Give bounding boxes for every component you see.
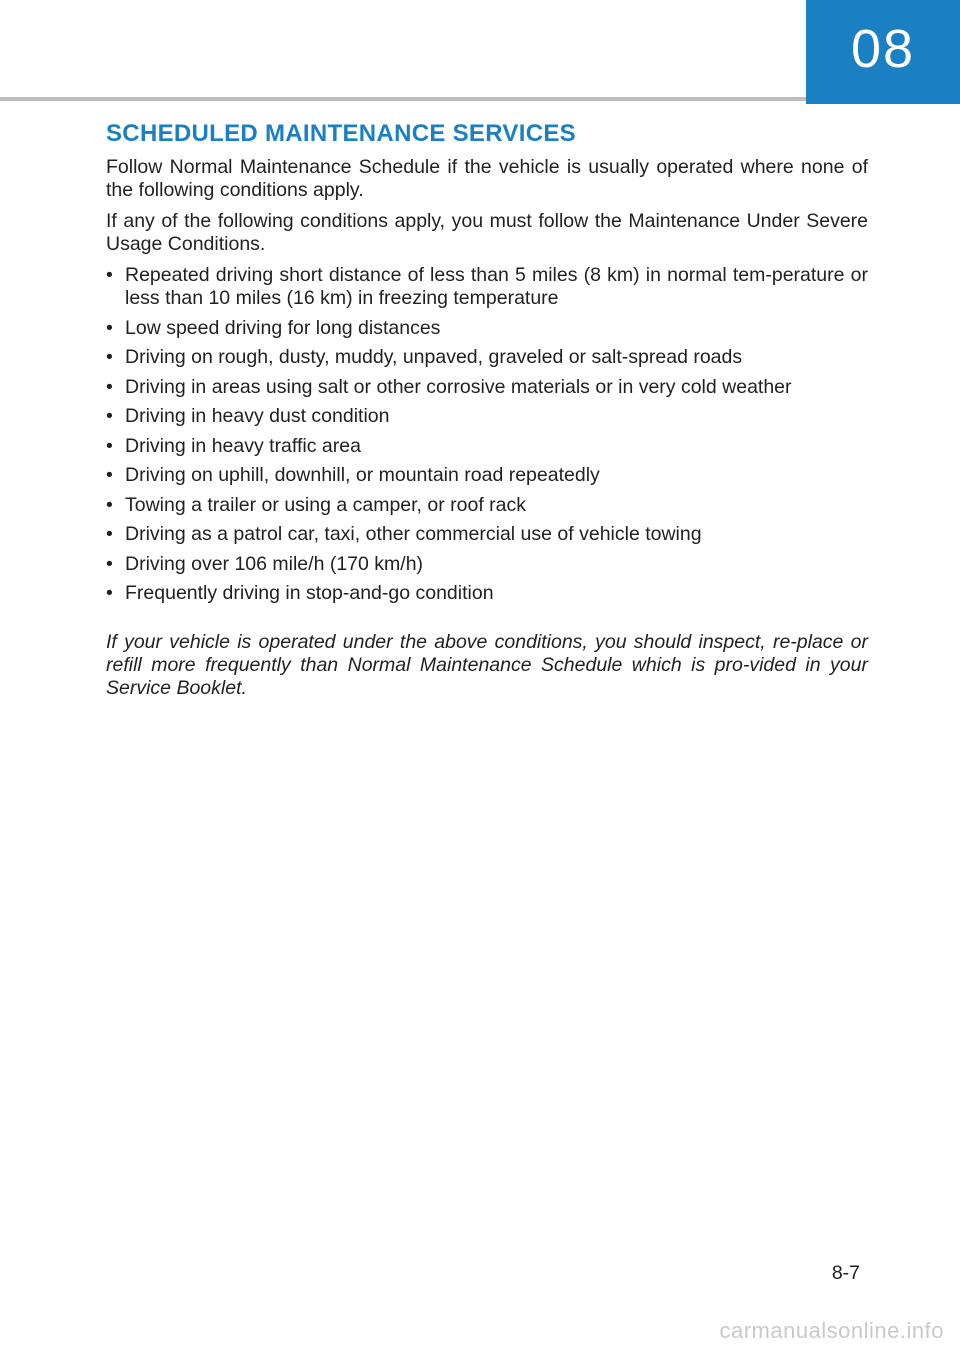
bullet-icon: •: [106, 375, 113, 398]
condition-text: Driving as a patrol car, taxi, other commercial use of vehicle towing: [125, 523, 702, 545]
bullet-icon: •: [106, 405, 113, 427]
condition-text: Towing a trailer or using a camper, or roof rack: [125, 493, 527, 516]
severe-conditions-list: [106, 264, 868, 605]
bullet-icon: •: [106, 264, 113, 286]
condition-text: Driving in heavy traffic area: [125, 434, 361, 457]
condition-text: Driving in heavy dust condition: [125, 405, 390, 427]
list-item: [106, 494, 868, 517]
condition-text: Driving over 106 mile/h (170 km/h): [125, 552, 424, 575]
severe-usage-paragraph: If any of the following conditions apply, you must follow the Maintenance Under Severe Usage Conditions.: [106, 210, 868, 255]
list-item: [106, 376, 868, 399]
inspection-note: If your vehicle is operated under the above conditions, you should inspect, re-place or refill more frequently than Normal Maintenance Schedule which is pro-vided in your Service Booklet.: [106, 631, 868, 699]
list-item: [106, 553, 868, 576]
list-item: [106, 582, 868, 605]
condition-text: Low speed driving for long distances: [125, 316, 441, 339]
condition-text: Frequently driving in stop-and-go condition: [125, 582, 494, 604]
section-title: SCHEDULED MAINTENANCE SERVICES: [106, 120, 576, 147]
list-item: [106, 405, 868, 428]
condition-text: Driving on rough, dusty, muddy, unpaved, graveled or salt-spread roads: [125, 346, 743, 368]
page-number: 8-7: [831, 1262, 860, 1284]
bullet-icon: •: [106, 434, 113, 457]
list-item: [106, 435, 868, 458]
chapter-tab: [806, 0, 960, 104]
condition-text: Repeated driving short distance of less than 5 miles (8 km) in normal tem-perature or less than 10 miles (16 km) in freezing temperature: [125, 264, 868, 309]
condition-text: Driving in areas using salt or other corrosive materials or in very cold weather: [125, 375, 792, 398]
intro-paragraph: Follow Normal Maintenance Schedule if the vehicle is usually operated where none of the following conditions apply.: [106, 156, 868, 201]
list-item: [106, 317, 868, 340]
list-item: [106, 464, 868, 487]
bullet-icon: •: [106, 346, 113, 368]
bullet-icon: •: [106, 552, 113, 575]
watermark[interactable]: carmanualsonline.info: [719, 1318, 944, 1343]
page-content: [106, 120, 868, 700]
bullet-icon: •: [106, 493, 113, 516]
bullet-icon: •: [106, 523, 113, 545]
bullet-icon: •: [106, 316, 113, 339]
header-rule: [0, 97, 806, 101]
list-item: [106, 523, 868, 546]
condition-text: Driving on uphill, downhill, or mountain road repeatedly: [125, 464, 600, 486]
bullet-icon: •: [106, 464, 113, 486]
list-item: [106, 346, 868, 369]
list-item: [106, 264, 868, 310]
chapter-number: 08: [850, 19, 916, 79]
bullet-icon: •: [106, 582, 113, 604]
